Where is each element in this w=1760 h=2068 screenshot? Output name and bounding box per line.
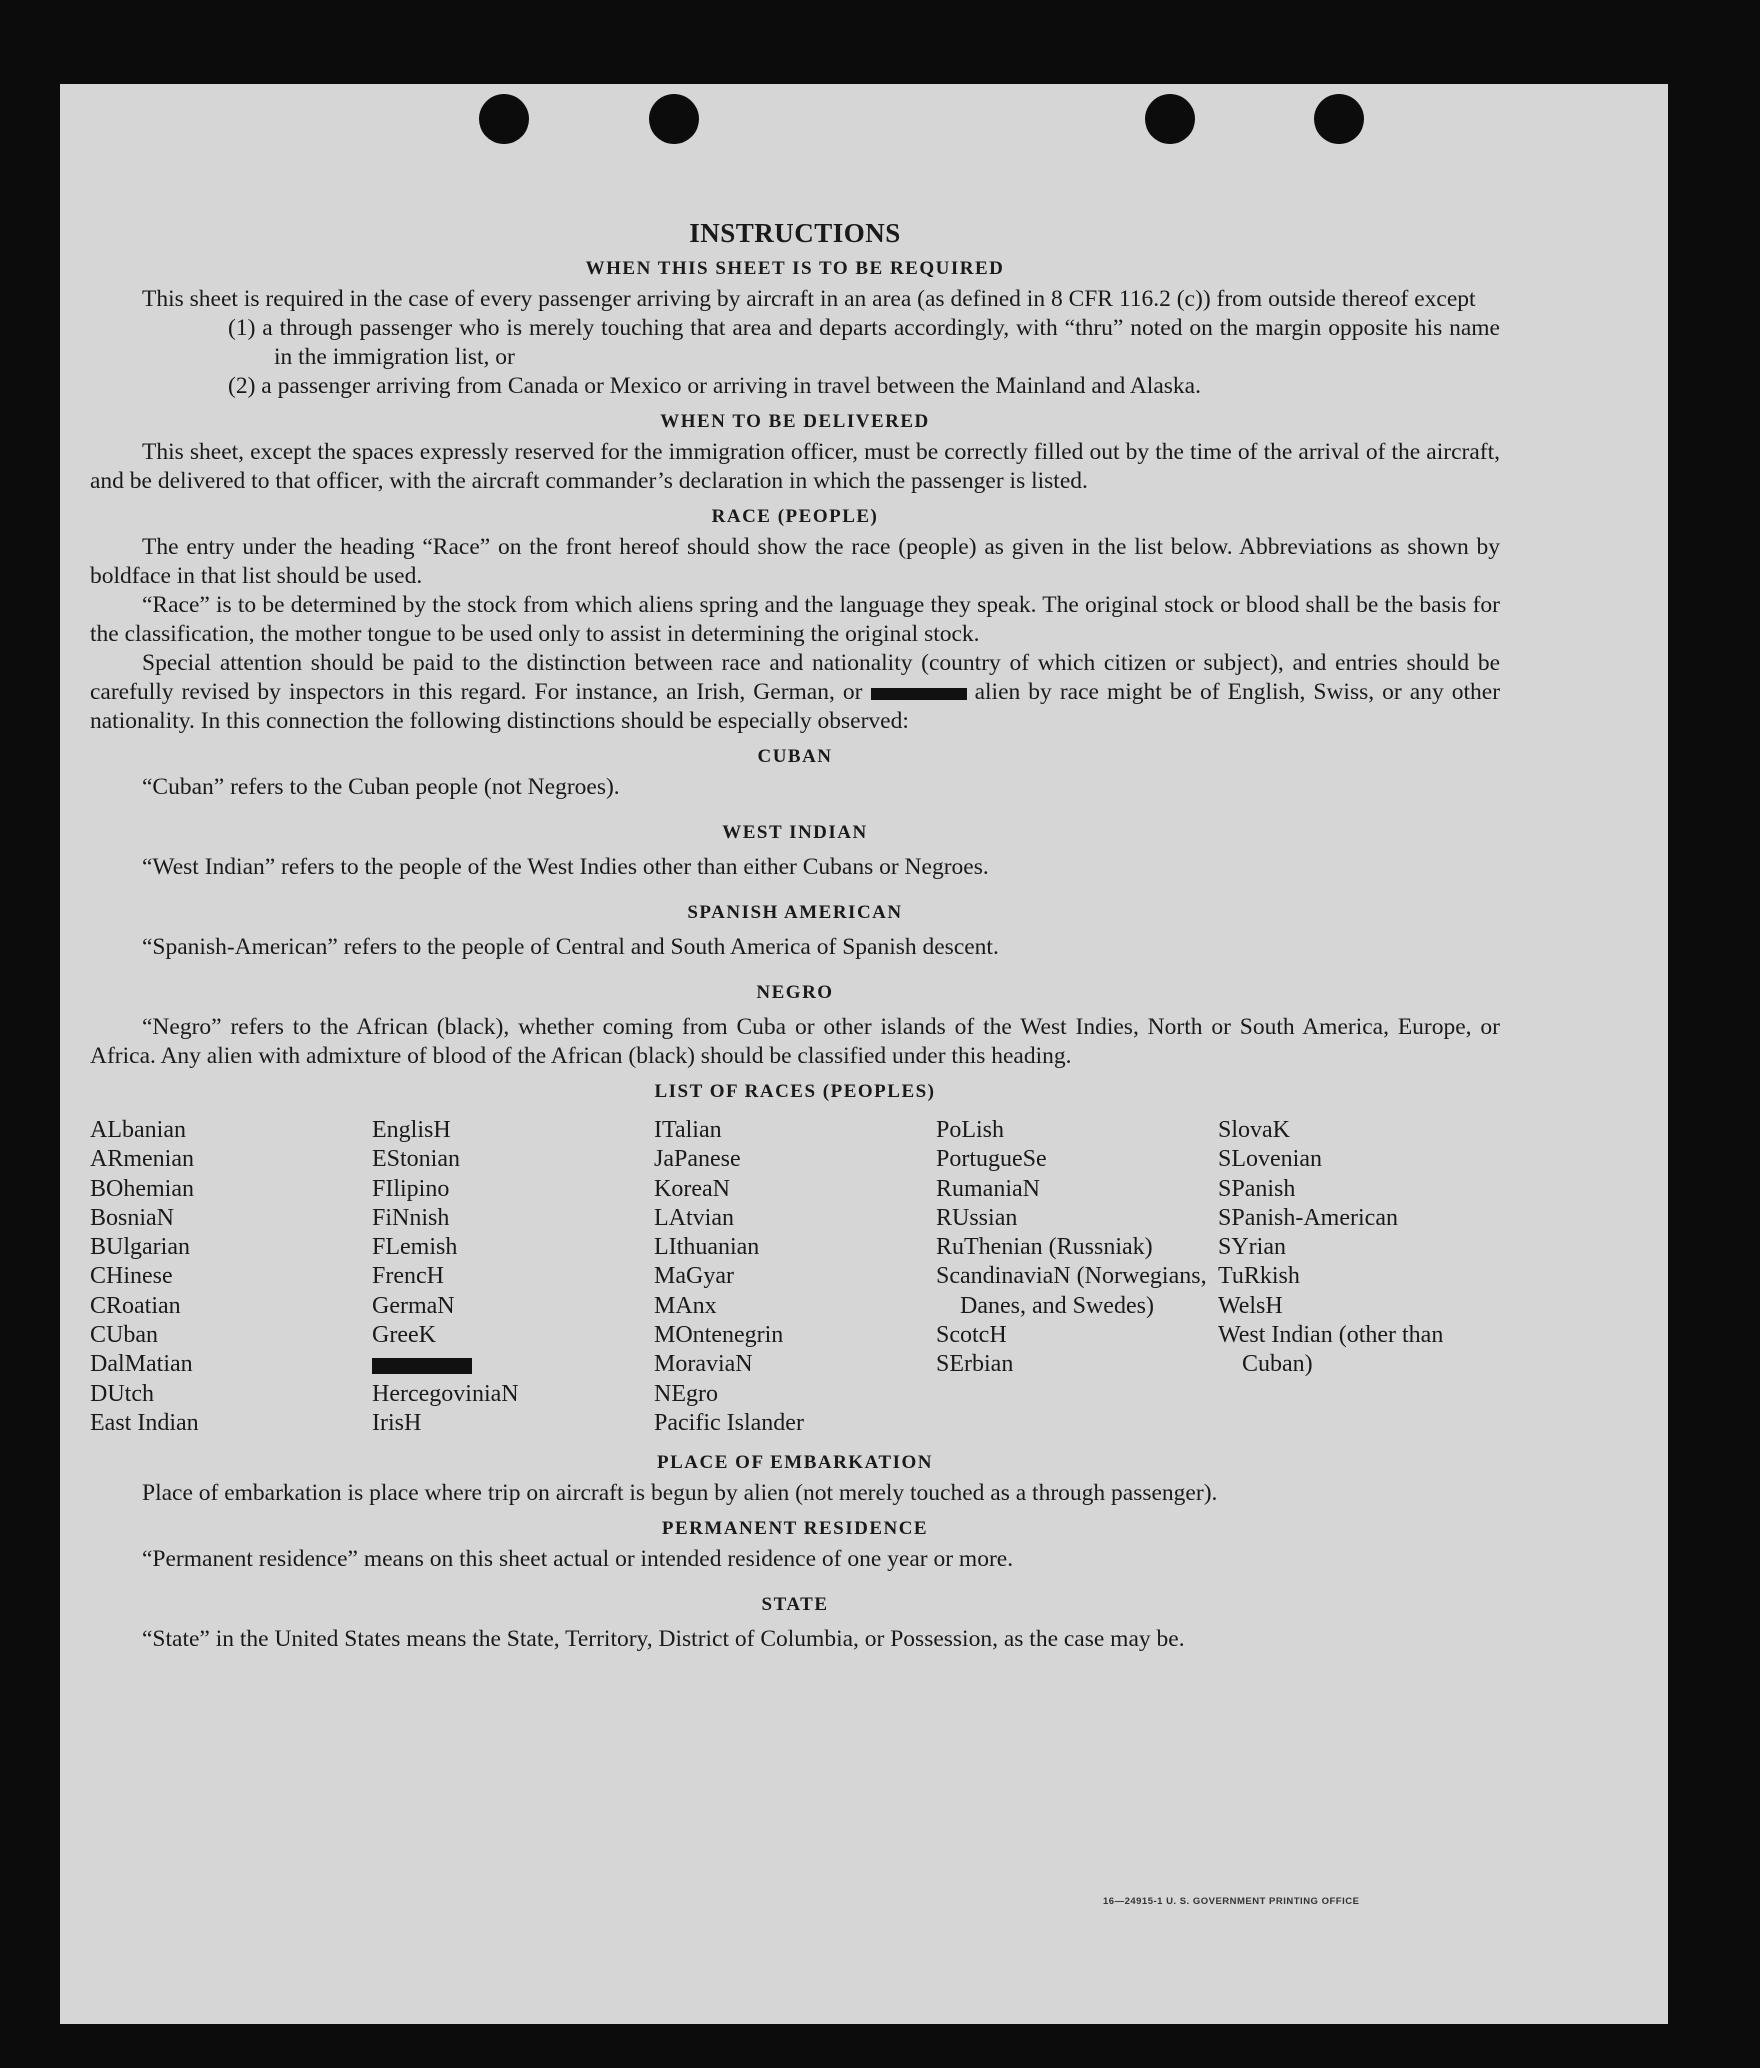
- race-entry: West Indian (other than Cuban): [1218, 1322, 1444, 1378]
- race-entry: JaPanese: [654, 1146, 741, 1173]
- race-entry: FIlipino: [372, 1175, 450, 1202]
- race-entry: TuRkish: [1218, 1263, 1300, 1290]
- paragraph-residence: “Permanent residence” means on this sheet actual or intended residence of one year or more.: [142, 1546, 1014, 1573]
- race-entry: NEgro: [654, 1380, 718, 1407]
- race-entry: ITalian: [654, 1117, 722, 1143]
- punch-hole: [1314, 94, 1364, 144]
- paragraph-embarkation: Place of embarkation is place where trip on aircraft is begun by alien (not merely touched as a through passenger).: [142, 1480, 1218, 1507]
- race-entry: DUtch: [90, 1380, 154, 1407]
- heading-state: STATE: [761, 1594, 829, 1616]
- race-entry: LIthuanian: [654, 1234, 760, 1261]
- races-column: [372, 1116, 654, 1438]
- heading-embarkation: PLACE OF EMBARKATION: [657, 1452, 933, 1474]
- instructions-body: [90, 219, 1500, 1654]
- races-column: [90, 1116, 372, 1438]
- heading-negro: NEGRO: [756, 982, 834, 1003]
- race-entry: WelsH: [1218, 1292, 1283, 1319]
- race-entry: GreeK: [372, 1322, 436, 1349]
- race-entry: SlovaK: [1218, 1117, 1290, 1143]
- race-entry: IrisH: [372, 1409, 422, 1436]
- paragraph-race-3: [90, 649, 1500, 736]
- paragraph-cuban: “Cuban” refers to the Cuban people (not Negroes).: [142, 774, 620, 800]
- page-title: INSTRUCTIONS: [689, 218, 901, 248]
- race-entry: FrencH: [372, 1263, 444, 1290]
- race-entry: LAtvian: [654, 1204, 734, 1231]
- paragraph-spanish-american: “Spanish-American” refers to the people of Central and South America of Spanish descent.: [142, 934, 999, 960]
- paragraph-race-1: The entry under the heading “Race” on the front hereof should show the race (people) as given in the list below. Abbreviations as shown by boldface in that list should be used.: [90, 534, 1500, 589]
- race-entry: ScotcH: [936, 1322, 1007, 1349]
- race-entry: CUban: [90, 1322, 158, 1349]
- redaction-mark: [871, 688, 967, 700]
- heading-race: RACE (PEOPLE): [711, 506, 879, 527]
- document-page: [60, 84, 1668, 2024]
- race-entry: FiNnish: [372, 1204, 450, 1231]
- redaction-mark: [372, 1358, 472, 1374]
- race-entry: EnglisH: [372, 1117, 451, 1143]
- printer-imprint: 16—24915-1 U. S. GOVERNMENT PRINTING OFFICE: [1103, 1896, 1360, 1907]
- paragraph-race-3-part-b: alien by race might be of English, Swiss, or any other nationality. In this connection the following distinctions should be especially observed:: [90, 679, 1501, 734]
- paragraph-negro: “Negro” refers to the African (black), whether coming from Cuba or other islands of the West Indies, North or South America, Europe, or Africa. Any alien with admixture of blood of the African (black) should be classified under this heading.: [90, 1014, 1500, 1069]
- race-entry: BosniaN: [90, 1204, 174, 1231]
- paragraph-when-required: This sheet is required in the case of every passenger arriving by aircraft in an area (as defined in 8 CFR 116.2 (c)) from outside thereof except: [142, 286, 1476, 312]
- heading-list-of-races: LIST OF RACES (PEOPLES): [654, 1081, 936, 1102]
- heading-cuban: CUBAN: [757, 746, 833, 767]
- paragraph-state: “State” in the United States means the State, Territory, District of Columbia, or Possession, as the case may be.: [142, 1626, 1185, 1653]
- race-entry: East Indian: [90, 1409, 199, 1436]
- paragraph-west-indian: “West Indian” refers to the people of the West Indies other than either Cubans or Negroes.: [142, 854, 989, 880]
- races-column: [936, 1116, 1218, 1438]
- race-entry: ScandinaviaN (Norwegians, Danes, and Swedes): [936, 1263, 1207, 1319]
- race-entry: BOhemian: [90, 1175, 194, 1202]
- race-entry: GermaN: [372, 1292, 455, 1319]
- paragraph-race-2: “Race” is to be determined by the stock from which aliens spring and the language they speak. The original stock or blood shall be the basis for the classification, the mother tongue to be used only to assist in determining the original stock.: [90, 592, 1500, 647]
- race-entry: MAnx: [654, 1292, 717, 1319]
- list-item: (1) a through passenger who is merely touching that area and departs accordingly, with “thru” noted on the margin opposite his name in the immigration list, or: [228, 315, 1500, 370]
- races-table: [90, 1116, 1500, 1438]
- race-entry: ALbanian: [90, 1117, 186, 1143]
- race-entry: FLemish: [372, 1234, 458, 1261]
- punch-hole: [479, 94, 529, 144]
- punch-hole: [1145, 94, 1195, 144]
- race-entry: MOntenegrin: [654, 1322, 784, 1349]
- race-entry: MoraviaN: [654, 1351, 753, 1378]
- race-entry: SPanish: [1218, 1175, 1296, 1202]
- punch-hole: [649, 94, 699, 144]
- race-entry: DalMatian: [90, 1351, 193, 1378]
- heading-spanish-american: SPANISH AMERICAN: [687, 902, 903, 923]
- heading-west-indian: WEST INDIAN: [722, 822, 868, 843]
- race-entry: EStonian: [372, 1146, 460, 1173]
- race-entry: MaGyar: [654, 1263, 734, 1290]
- race-entry: PoLish: [936, 1117, 1005, 1143]
- race-entry: CHinese: [90, 1263, 173, 1290]
- race-entry: RumaniaN: [936, 1175, 1040, 1202]
- race-entry: KoreaN: [654, 1175, 730, 1202]
- races-column: [654, 1116, 936, 1438]
- race-entry: BUlgarian: [90, 1234, 190, 1261]
- race-entry: RUssian: [936, 1204, 1018, 1231]
- race-entry: PortugueSe: [936, 1146, 1047, 1173]
- race-entry: HercegoviniaN: [372, 1380, 519, 1407]
- race-entry: SErbian: [936, 1351, 1014, 1378]
- race-entry: CRoatian: [90, 1292, 181, 1319]
- race-entry: SPanish-American: [1218, 1204, 1398, 1231]
- race-entry: SYrian: [1218, 1234, 1286, 1261]
- heading-when-delivered: WHEN TO BE DELIVERED: [660, 411, 930, 432]
- paragraph-when-delivered: This sheet, except the spaces expressly reserved for the immigration officer, must be correctly filled out by the time of the arrival of the aircraft, and be delivered to that officer, with the aircraft commander’s declaration in which the passenger is listed.: [90, 439, 1500, 494]
- heading-residence: PERMANENT RESIDENCE: [661, 1518, 929, 1540]
- list-item: (2) a passenger arriving from Canada or Mexico or arriving in travel between the Mainland and Alaska.: [228, 373, 1201, 399]
- race-entry: ARmenian: [90, 1146, 194, 1173]
- races-column: [1218, 1116, 1500, 1438]
- race-entry: Pacific Islander: [654, 1409, 804, 1436]
- race-entry-redacted: [372, 1350, 654, 1379]
- race-entry: SLovenian: [1218, 1146, 1322, 1173]
- paragraph-race-3-part-a: Special attention should be paid to the distinction between race and nationality (country of which citizen or subject), and entries should be carefully revised by inspectors in this regard. For instance, an Irish, German, or: [90, 650, 1500, 705]
- race-entry: RuThenian (Russniak): [936, 1234, 1153, 1261]
- heading-when-required: WHEN THIS SHEET IS TO BE REQUIRED: [585, 258, 1005, 279]
